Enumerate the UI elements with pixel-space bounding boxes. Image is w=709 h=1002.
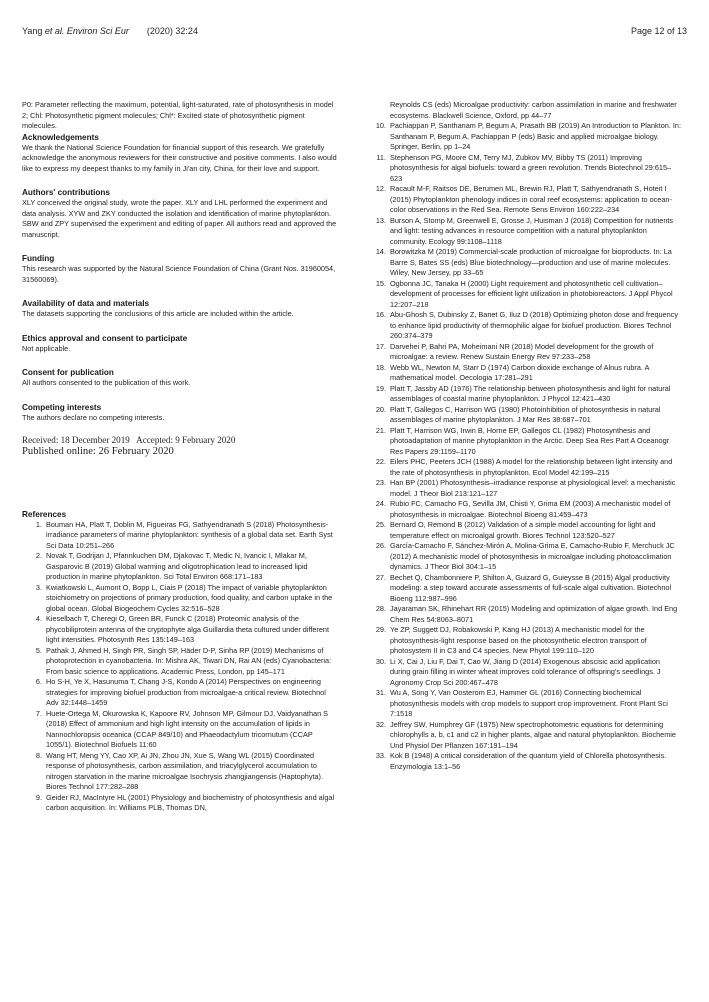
section-text: The authors declare no competing interests.	[22, 412, 165, 422]
reference-item	[366, 478, 681, 499]
reference-number: 8.	[35, 750, 42, 760]
reference-text: Racault M-F, Raitsos DE, Berumen ML, Brewin RJ, Platt T, Sathyendranath S, Hoteit I (2015) Phytoplankton phenology indices in coral reef ecosystems: application to ocean-color observations in the Red Sea. Remote Sens Environ 160:222–234	[390, 184, 672, 214]
section-heading: Availability of data and materials	[22, 299, 150, 308]
reference-number: 5.	[35, 645, 42, 655]
competing-interests-section	[22, 402, 337, 424]
reference-item	[366, 184, 681, 216]
received-accepted-dates: Received: 18 December 2019 Accepted: 9 February 2020	[22, 435, 236, 445]
funding-section	[22, 253, 337, 285]
reference-text: Wu A, Song Y, Van Oosterom EJ, Hammer GL (2016) Connecting biochemical photosynthesis models with crop models to support crop improvement. Front Plant Sci 7:1518	[390, 688, 668, 718]
references-section	[22, 509, 337, 814]
reference-item	[366, 121, 681, 153]
reference-number: 20.	[375, 404, 386, 414]
reference-text: Eilers PHC, Peeters JCH (1988) A model for the relationship between light intensity and the rate of photosynthesis in phytoplankton. Ecol Model 42:199–215	[390, 457, 673, 477]
published-date: Published online: 26 February 2020	[22, 446, 174, 458]
reference-number: 25.	[375, 520, 386, 529]
left-column	[22, 100, 337, 814]
reference-item	[366, 405, 681, 426]
page-header	[22, 26, 687, 44]
reference-number: 22.	[375, 457, 386, 466]
reference-number: 32.	[375, 719, 386, 729]
journal-year-volume: (2020) 32:24	[146, 26, 198, 36]
reference-text: Bouman HA, Platt T, Doblin M, Figueiras FG, Sathyendranath S (2018) Photosynthesis-irradiance parameters of marine phytoplankton: synthesis of a global data set. Earth Syst Sci Data 10:251–266	[46, 519, 333, 550]
reference-item	[366, 384, 681, 405]
reference-text: Wang HT, Meng YY, Cao XP, Ai JN, Zhou JN, Xue S, Wang WL (2015) Coordinated response of photosynthesis, carbon assimilation, and triacylglycerol accumulation to nitrogen starvation in the marine microalgae Isochrysis zhangjiangensis (Haptophyta). Biores Technol 177:282–288	[46, 750, 324, 792]
reference-number: 15.	[375, 278, 386, 288]
reference-text: Bernard O, Remond B (2012) Validation of a simple model accounting for light and temperature effect on microalgal growth. Biores Technol 123:520–527	[390, 520, 656, 540]
reference-text: Kwiatkowski L, Aumont O, Bopp L, Ciais P (2018) The impact of variable phytoplankton stoichiometry on projections of primary production, food quality, and carbon uptake in the global ocean. Global Biogeochem Cycles 32:516–528	[46, 582, 333, 613]
reference-number: 10.	[375, 121, 386, 130]
section-heading: Consent for publication	[22, 368, 114, 377]
reference-item	[366, 573, 681, 605]
section-text: XLY conceived the original study, wrote the paper. XLY and LHL performed the experiment and data analysis. XYW and ZKY conducted the isolation and identification of marine phytoplankton. SBW and ZPY supervised the experiment and editing of paper. All authors read and approved the manuscript.	[22, 198, 337, 239]
reference-text: Stephenson PG, Moore CM, Terry MJ, Zubkov MV, Bibby TS (2011) Improving photosynthesis for algal biofuels: toward a green revolution. Trends Biotechnol 29:615–623	[390, 152, 672, 183]
section-text: Not applicable.	[22, 343, 71, 353]
journal-author: Yang	[22, 26, 45, 36]
reference-item	[366, 153, 681, 185]
reference-number: 6.	[35, 677, 42, 687]
reference-number: 30.	[375, 656, 386, 666]
reference-text: Abu-Ghosh S, Dubinsky Z, Banet G, Iluz D (2018) Optimizing photon dose and frequency to enhance lipid productivity of thermophilic algae for biofuel production. Biores Technol 260:374–379	[390, 310, 678, 340]
reference-item	[366, 604, 681, 625]
reference-text: Li X, Cai J, Liu F, Dai T, Cao W, Jiang D (2014) Exogenous abscisic acid application during grain filling in winter wheat improves cold tolerance of offspring's seedlings. J Agronomy Crop Sci 200:467–478	[390, 656, 661, 687]
contributions-section	[22, 187, 337, 240]
references-heading: References	[22, 509, 67, 519]
section-text: This research was supported by the Natural Science Foundation of China (Grant Nos. 31960054, 31560069).	[22, 264, 336, 284]
reference-text: Han BP (2001) Photosynthesis–irradiance response at physiological level: a mechanistic model. J Theor Biol 213:121–127	[390, 478, 676, 498]
reference-item	[366, 657, 681, 689]
reference-number: 26.	[375, 541, 386, 550]
reference-text: Jeffrey SW, Humphrey GF (1975) New spectrophotometric equations for determining chlorophylls a, b, c1 and c2 in higher plants, algae and natural phytoplankton. Biochemie Und Physiol Der Pflanzen 167:191–194	[390, 719, 676, 750]
section-heading: Acknowledgements	[22, 132, 99, 142]
reference-text: Pachiappan P, Santhanam P, Begum A, Prasath BB (2019) An Introduction to Plankton. In: Santhanam P, Begum A, Pachiappan P (eds) Basic and applied microalgae biology. Springer, Berlin, pp 1–24	[390, 121, 681, 151]
reference-number: 21.	[375, 425, 386, 435]
reference-text: Ho S-H, Ye X, Hasunuma T, Chang J-S, Kondo A (2014) Perspectives on engineering strategies for improving biofuel production from microalgae-a critical review. Biotechnol Adv 32:1448–1459	[46, 677, 326, 708]
reference-item	[366, 520, 681, 541]
acknowledgements-section	[22, 132, 337, 175]
reference-text: Platt T, Gallegos C, Harrison WG (1980) Photoinhibition of photosynthesis in natural assemblages of marine phytoplankton. J Mar Res 38:687–701	[390, 404, 661, 424]
reference-item	[366, 216, 681, 248]
section-text: All authors consented to the publication of this work.	[22, 378, 191, 387]
reference-number: 29.	[375, 625, 386, 634]
reference-text: Ye ZP, Suggett DJ, Robakowski P, Kang HJ (2013) A mechanistic model for the photosynthesis-light response based on the photosynthetic electron transport of photosystem II in C3 and C4 species. New Phytol 199:110–120	[390, 625, 647, 655]
reference-number: 16.	[375, 310, 386, 319]
reference-number: 12.	[375, 184, 386, 193]
reference-number: 24.	[375, 499, 386, 508]
reference-item	[366, 688, 681, 720]
reference-text: Novak T, Godrijan J, Pfannkuchen DM, Djakovac T, Medic N, Ivancic I, Mlakar M, Gasparovic B (2019) Global warming and oligotrophication lead to increased lipid production in marine phytoplankton. Sci Total Environ 668:171–183	[46, 551, 308, 582]
reference-text: Webb WL, Newton M, Starr D (1974) Carbon dioxide exchange of Alnus rubra. A mathematical model. Oecologia 17:281–291	[390, 362, 650, 382]
reference-item	[366, 363, 681, 384]
reference-text: Huete-Ortega M, Okurowska K, Kapoore RV, Johnson MP, Gilmour DJ, Vaidyanathan S (2018) Effect of ammonium and high light intensity on the accumulation of lipids in Nannochloropsis oceanica (CCAP 849/10) and Phaeodactylum tricornutum (CCAP 1055/1). Biotechnol Biofuels 11:60	[46, 708, 329, 750]
reference-item	[22, 614, 337, 646]
journal-name: et al. Environ Sci Eur	[44, 26, 129, 36]
publication-dates	[22, 435, 337, 459]
reference-item	[22, 646, 337, 678]
reference-number: 19.	[375, 383, 386, 393]
section-text: We thank the National Science Foundation for financial support of this research. We gratefully acknowledge the anonymous reviewers for their constructive and positive comments. I also would like to express my deepest thanks to my family in Ji'an city, China, for their love and support.	[22, 142, 337, 173]
references-list-left	[22, 520, 337, 814]
section-heading: Authors' contributions	[22, 188, 110, 197]
reference-number: 28.	[375, 604, 386, 613]
page-number: Page 12 of 13	[630, 26, 687, 36]
reference-item	[366, 279, 681, 311]
reference-item	[366, 342, 681, 363]
reference-item	[22, 520, 337, 552]
reference-item	[22, 751, 337, 793]
reference-continuation: Reynolds CS (eds) Microalgae productivity: carbon assimilation in marine and freshwater ecosystems. Blackwell Science, Oxford, pp 44–77	[390, 100, 677, 120]
reference-item	[366, 541, 681, 573]
reference-number: 1.	[35, 519, 42, 529]
reference-item	[22, 583, 337, 615]
reference-text: Burson A, Stomp M, Greenwell E, Grosse J, Huisman J (2018) Competition for nutrients and light: testing advances in resource competition with a natural phytoplankton community. Ecology 99:1108–1118	[390, 215, 674, 246]
reference-text: García-Camacho F, Sánchez-Mirón A, Molina-Grima E, Camacho-Rubio F, Merchuck JC (2012) A mechanistic model of photosynthesis in microalgae including photoacclimation dynamics. J Theor Biol 304:1–15	[390, 541, 675, 571]
reference-number: 31.	[375, 688, 386, 697]
section-heading: Funding	[22, 254, 55, 263]
reference-text: Jayaraman SK, Rhinehart RR (2015) Modeling and optimization of algae growth. Ind Eng Chem Res 54:8063–8071	[390, 604, 678, 624]
reference-number: 13.	[375, 215, 386, 225]
right-column	[366, 100, 681, 772]
reference-item	[366, 310, 681, 342]
reference-number: 14.	[375, 247, 386, 256]
references-list-right	[366, 121, 681, 772]
reference-number: 3.	[35, 582, 42, 592]
reference-number: 33.	[375, 751, 386, 760]
reference-number: 4.	[35, 614, 42, 624]
reference-item	[22, 709, 337, 751]
reference-item	[366, 720, 681, 752]
ethics-section	[22, 333, 337, 355]
reference-number: 7.	[35, 708, 42, 718]
reference-number: 2.	[35, 551, 42, 561]
reference-text: Borowitzka M (2019) Commercial-scale production of microalgae for bioproducts. In: La Barre S, Bates SS (eds) Blue biotechnology—production and use of marine molecules. Wiley, New Jersey, pp 33–65	[390, 247, 672, 277]
reference-number: 17.	[375, 341, 386, 351]
reference-item	[22, 793, 337, 814]
availability-section	[22, 298, 337, 320]
reference-number: 9.	[35, 792, 42, 802]
reference-text: Kieselbach T, Cheregi O, Green BR, Funck C (2018) Proteomic analysis of the phycobiliprotein antenna of the cryptophyte alga Guillardia theta cultured under different light intensities. Photosynth Res 135:149–163	[46, 614, 330, 645]
reference-text: Ogbonna JC, Tanaka H (2000) Light requirement and photosynthetic cell cultivation–development of processes for efficient light utilization in photobioreactors. J Appl Phycol 12:207–218	[390, 278, 673, 309]
reference-text: Rubio FC, Camacho FG, Sevilla JM, Chisti Y, Grima EM (2003) A mechanistic model of photosynthesis in microalgae. Biotechnol Bioeng 81:459–473	[390, 499, 671, 519]
abbreviations-text: P0: Parameter reflecting the maximum, potential, light-saturated, rate of photosynthesis in model 2; Chl: Photosynthetic pigment molecules; Chl*: Excited state of photosynthetic pigment molecules.	[22, 100, 334, 130]
reference-text: Geider RJ, MacIntyre HL (2001) Physiology and biochemistry of photosynthesis and algal carbon acquisition. In: Williams PLB, Thomas DN,	[46, 792, 335, 813]
section-heading: Ethics approval and consent to participate	[22, 333, 188, 343]
reference-item	[22, 677, 337, 709]
reference-text: Bechet Q, Chambonniere P, Shilton A, Guizard G, Guieysse B (2015) Algal productivity modeling: a step toward accurate assessments of full-scale algal cultivation. Biotechnol Bioeng 112:987–996	[390, 572, 672, 603]
reference-item	[366, 751, 681, 772]
reference-number: 23.	[375, 478, 386, 487]
reference-text: Kok B (1948) A critical consideration of the quantum yield of Chlorella photosynthesis. Enzymologia 13:1–56	[390, 751, 667, 771]
reference-text: Platt T, Jassby AD (1976) The relationship between photosynthesis and light for natural assemblages of coastal marine phytoplankton. J Phycol 12:421–430	[390, 383, 671, 403]
reference-item	[366, 426, 681, 458]
journal-citation	[22, 26, 198, 36]
reference-item	[22, 551, 337, 583]
section-heading: Competing interests	[22, 402, 102, 412]
reference-item	[366, 247, 681, 279]
reference-text: Platt T, Harrison WG, Irwin B, Horne EP, Gallegos CL (1982) Photosynthesis and photoadaptation of marine phytoplankton in the Arctic. Deep Sea Res Part A Oceanogr Res Papers 29:1159–1170	[390, 425, 670, 456]
reference-text: Darvehei P, Bahri PA, Moheimani NR (2018) Model development for the growth of microalgae: a review. Renew Sustain Energy Rev 97:233–258	[390, 341, 654, 361]
reference-number: 11.	[376, 152, 386, 162]
section-text: The datasets supporting the conclusions of this article are included within the article.	[22, 309, 294, 318]
reference-text: Pathak J, Ahmed H, Singh PR, Singh SP, Häder D-P, Sinha RP (2019) Mechanisms of photoprotection in cyanobacteria. In: Mishra AK, Tiwari DN, Rai AN (eds) Cyanobacteria: From basic science to applications. Academic Press, London, pp 145–171	[46, 645, 332, 676]
consent-section	[22, 367, 337, 389]
reference-item	[366, 625, 681, 657]
reference-item	[366, 457, 681, 478]
reference-item	[366, 499, 681, 520]
reference-number: 18.	[375, 362, 386, 372]
reference-number: 27.	[375, 572, 386, 582]
